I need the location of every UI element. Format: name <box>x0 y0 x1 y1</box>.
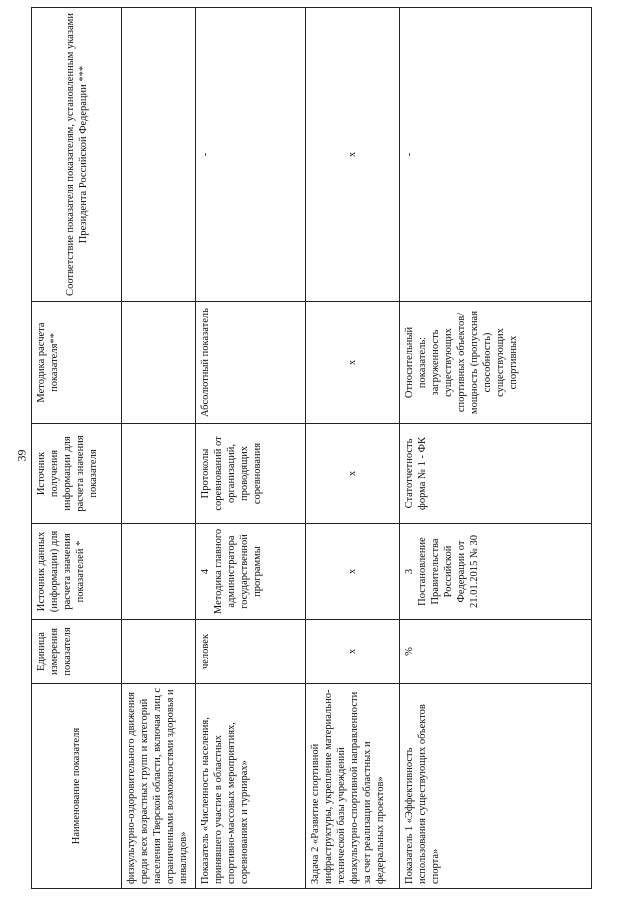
cell-compliance: - <box>400 8 592 302</box>
cell-data-source: 4 Методика главного администратора государственной программы <box>196 524 306 620</box>
cell-compliance: х <box>306 8 400 302</box>
indicators-table <box>31 7 592 889</box>
cell-data-source: х <box>306 524 400 620</box>
cell-info-source: Статотчетность форма № 1 - ФК <box>400 424 592 524</box>
table-row <box>196 8 306 889</box>
cell-unit: человек <box>196 620 306 684</box>
table-row <box>306 8 400 889</box>
cell-name: Показатель «Численность населения, принявшего участие в областных спортивно-массовых мероприятиях, соревнованиях и турнирах» <box>196 684 306 889</box>
cell-unit: % <box>400 620 592 684</box>
cell-data-source <box>122 524 196 620</box>
cell-info-source <box>122 424 196 524</box>
cell-info-source: Протоколы соревнований от организаций, проводящих соревнования <box>196 424 306 524</box>
header-compliance: Соответствие показателя показателям, установленным указами Президента Российской Федерации *** <box>32 8 122 302</box>
table-row <box>400 8 592 889</box>
header-info-source: Источник получения информации для расчета значения показателя <box>32 424 122 524</box>
table-header-row <box>32 8 122 889</box>
page-number: 39 <box>14 449 29 462</box>
cell-name: Показатель 1 «Эффективность использования существующих объектов спорта» <box>400 684 592 889</box>
cell-data-source: 3 Постановление Правительства Российской Федерации от 21.01.2015 № 30 <box>400 524 592 620</box>
cell-unit <box>122 620 196 684</box>
header-method: Методика расчета показателя** <box>32 302 122 424</box>
cell-compliance: - <box>196 8 306 302</box>
header-unit: Единица измерения показателя <box>32 620 122 684</box>
cell-compliance <box>122 8 196 302</box>
rotated-page-content <box>31 8 592 889</box>
header-indicator-name: Наименование показателя <box>32 684 122 889</box>
cell-unit: х <box>306 620 400 684</box>
cell-method: Относительный показатель: загруженность существующих спортивных объектов/ мощность (пропускная способность) существующих спортивных <box>400 302 592 424</box>
header-data-source: Источник данных (информации) для расчета значения показателей * <box>32 524 122 620</box>
cell-name: Задача 2 «Развитие спортивной инфраструктуры, укрепление материально-технической базы учреждений физкультурно-спортивной направленности за счет реализации областных и федеральных проектов» <box>306 684 400 889</box>
cell-method <box>122 302 196 424</box>
table-row <box>122 8 196 889</box>
cell-method: х <box>306 302 400 424</box>
cell-name: физкультурно-оздоровительного движения среди всех возрастных групп и категорий населения Тверской области, включая лиц с ограниченными возможностями здоровья и инвалидов» <box>122 684 196 889</box>
cell-method: Абсолютный показатель <box>196 302 306 424</box>
cell-info-source: х <box>306 424 400 524</box>
